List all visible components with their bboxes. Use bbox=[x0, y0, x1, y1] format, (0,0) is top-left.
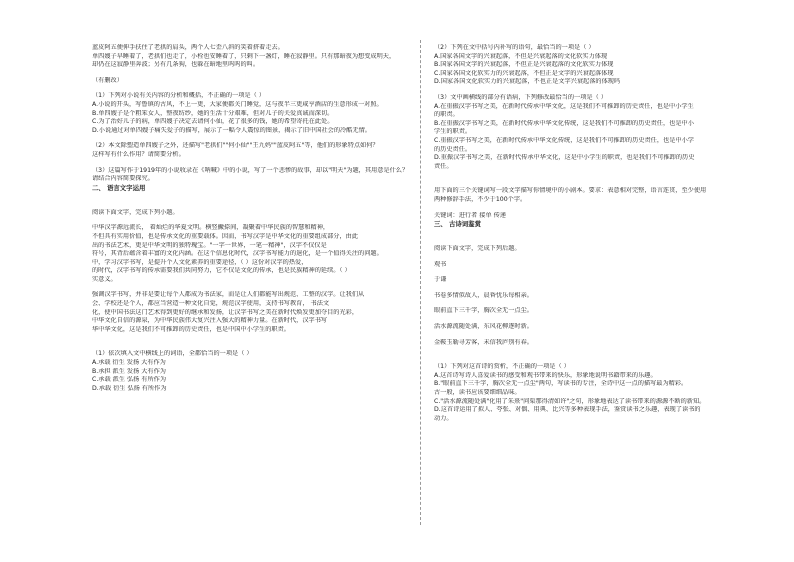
text-line: 两种修辞手法，不少于100个字。 bbox=[434, 195, 527, 203]
text-line: 单四嫂子早睡着了，老拱们也走了，小栓也安睡着了，只剩下一盏灯，睡在寂静里。只有那暗夜为想变成明天， bbox=[92, 52, 396, 60]
spacer bbox=[434, 229, 774, 245]
text-line: 阅读下面文字，完成下列后题。 bbox=[434, 245, 521, 253]
text-line: 中华文化自信的源泉，为中华民族伟大复兴注入强大的精神力量。在新时代，汉字书写 bbox=[92, 317, 328, 325]
text-line: B.在重振汉字书写之美，在新时代传承中华文化传统，这是我们不可推卸的历史责任，也是中小 bbox=[434, 119, 694, 127]
text-line: 中，学习汉字书写，是提升个人文化素养的重要途径，（ ）这份对汉字的热爱， bbox=[92, 258, 308, 266]
text-line: 金鞍玉勒寻芳客，未信我庐别有春。 bbox=[434, 338, 533, 346]
text-line: 的时代，汉字书写的传承需要我们共同努力，它不仅是文化的传承，也是民族精神的延续。（ ） bbox=[92, 267, 351, 275]
text-line: A.在重振汉字书写之美，在新时代传承中华文化，这是我们不可推卸的历史责任，也是中小学生 bbox=[434, 102, 694, 110]
text-line: （有删改） bbox=[92, 76, 123, 84]
spacer bbox=[434, 171, 774, 187]
text-line: 中华汉字源远流长， 着灿烂的华夏文明。横竖撇捺间，凝聚着中华民族的智慧和精神， bbox=[92, 224, 330, 232]
spacer bbox=[434, 254, 774, 261]
spacer bbox=[434, 205, 774, 212]
text-line: 出的书法艺术，更是中华文明的独特瑰宝。"一字一世界，一笔一精神"，汉字不仅仅是 bbox=[92, 241, 327, 249]
text-line: （3）这篇写作于1919年的小说收录在《呐喊》中的小说，写了一个悲惨的故事，却以"明天"为题，其用意是什么？ bbox=[92, 166, 409, 174]
text-line: 强调汉字书写，并非是要让每个人都成为书法家，而是让人们都能写出规范、工整的汉字。让我们从 bbox=[92, 291, 365, 299]
left-column bbox=[92, 44, 432, 393]
spacer bbox=[92, 70, 432, 77]
spacer bbox=[434, 332, 774, 339]
spacer bbox=[92, 217, 432, 224]
text-line: B.单四嫂子是个粗笨女人，整夜纺纱，她的生活十分艰难，但对儿子的关爱真诚而深切。 bbox=[92, 109, 334, 117]
text-line: 华中华文化，这是我们不可推卸的历史责任，也是中国中小学生的职责。 bbox=[92, 325, 290, 333]
text-line: 观书 bbox=[434, 260, 447, 268]
text-line: 会、学校还是个人，都应当营造一种文化自觉，规范汉字使用，支持书写教育， 书法文 bbox=[92, 300, 330, 308]
text-line: 责任。 bbox=[434, 162, 453, 170]
text-line: 书卷多情似故人，晨昏忧乐每相亲。 bbox=[434, 291, 533, 299]
spacer bbox=[434, 347, 774, 363]
spacer bbox=[92, 85, 432, 92]
spacer bbox=[434, 316, 774, 323]
text-line: （2）本文除塑造单四嫂子之外，还描写"老拱们""何小仙""王九妈""蓝皮阿五"等，他们的形象特点如何？ bbox=[92, 142, 379, 150]
text-line: 学生的职责。 bbox=[434, 128, 472, 136]
text-line: 的历史责任。 bbox=[434, 145, 472, 153]
text-line: （3）文中画横线的部分有语病，下列修改最恰当的一项是（ ） bbox=[434, 93, 607, 101]
text-line: 的职责。 bbox=[434, 111, 459, 119]
text-line: （1）依次填入文中横线上的词语，全都恰当的一项是（ ） bbox=[92, 350, 253, 358]
text-line: （2）下列在文中括号内补写的语句，最恰当的一项是（ ） bbox=[434, 44, 595, 51]
text-line: 蓝皮阿五便伸手扶住了老拱的肩头，两个人七歪八斜的笑着挤着走去。 bbox=[92, 44, 284, 51]
text-line: 实意义。 bbox=[92, 275, 117, 283]
spacer bbox=[434, 87, 774, 94]
text-line: 阅读下面文字，完成下列小题。 bbox=[92, 208, 179, 216]
text-line: 不但具有实用价值，也是传承文化的重要载体。因而，书写汉字是中华文化的重要组成部分，由此 bbox=[92, 232, 359, 240]
text-line: B.承担 派生 发扬 大有作为 bbox=[92, 367, 166, 375]
spacer bbox=[434, 269, 774, 276]
text-line: 活水源流随处满，东风花柳逐时新。 bbox=[434, 323, 533, 331]
text-line: A.承载 衍生 发扬 大有作为 bbox=[92, 359, 166, 367]
spacer bbox=[92, 135, 432, 142]
text-line: 这样写有什么作用？请简要分析。 bbox=[92, 150, 185, 158]
text-line: D.国家各国文化软实力的兴衰起落，不也正是文字兴衰起落的体现吗 bbox=[434, 78, 621, 86]
spacer bbox=[434, 300, 774, 307]
text-line: D.小说通过对单四嫂子痛失爱子的描写，展示了一幅令人震惊的图景，揭示了旧中国社会的冷酷无情。 bbox=[92, 126, 371, 134]
text-line: A.这首诗写诗人喜爱读书的感受和观书带来的快乐，形象地说明书籍带来的乐趣。 bbox=[434, 371, 657, 379]
text-line: 符号，其背后蕴含着丰富的文化内涵。在这个信息化时代，汉字书写能力的退化，是一个值得关注的问题。 bbox=[92, 250, 383, 258]
right-column bbox=[434, 44, 774, 423]
text-line: 古一般，读书应该要细细品味。 bbox=[434, 389, 521, 397]
column-divider bbox=[420, 40, 421, 525]
text-line: D.这首诗运用了拟人、夸张、对偶、用典、比兴等多种表现手法，鉴赏读书之乐趣，表现了读书的 bbox=[434, 406, 701, 414]
text-line: C.承载 派生 弘扬 有所作为 bbox=[92, 376, 167, 384]
text-line: 动力。 bbox=[434, 414, 453, 422]
text-line: 却仍在这寂静里奔波；另有几条狗，也躲在暗地里呜呜的叫。 bbox=[92, 61, 260, 69]
text-line: 关键词：进行者 接单 传递 bbox=[434, 211, 506, 219]
text-line: B."眼前直下三千字，胸次全无一点尘"两句，写读书的专注，全诗中这一点的描写最为精彩。 bbox=[434, 380, 688, 388]
text-line: 请结合内容简要探究。 bbox=[92, 175, 154, 183]
text-line: C.国家各国文化软实力的兴衰起落，不但正是文字的兴衰起落体现 bbox=[434, 69, 614, 77]
text-line: C.重振汉字书写之美，在新时代传承中华文化传统，这是我们不可推卸的历史责任，也是中小学 bbox=[434, 136, 694, 144]
text-line: A.国家各国文字的兴衰起落，不但是兴衰起落的文化软实力体现 bbox=[434, 52, 608, 60]
spacer bbox=[92, 160, 432, 167]
text-line: C.为了治好儿子的病，单四嫂子决定去请何小仙，花了很多的钱，她的希望寄托在此处。 bbox=[92, 118, 334, 126]
spacer bbox=[92, 193, 432, 209]
spacer bbox=[434, 285, 774, 292]
section-heading: 二、 语言文字运用 bbox=[92, 183, 146, 192]
spacer bbox=[92, 334, 432, 350]
spacer bbox=[92, 284, 432, 291]
text-line: 眼前直下三千字，胸次全无一点尘。 bbox=[434, 307, 533, 315]
text-line: D.重振汉字书写之美，在新时代传承中华文化，这是中小学生的职责，也是我们不可推卸的历史 bbox=[434, 154, 695, 162]
section-heading: 三、 古诗词鉴赏 bbox=[434, 220, 481, 229]
text-line: （1）下列对这首诗的赏析，不正确的一项是（ ） bbox=[434, 363, 570, 371]
text-line: （1）下列对小说有关内容的分析和概括，不正确的一项是（ ） bbox=[92, 92, 265, 100]
text-line: D.承载 衍生 弘扬 有所作为 bbox=[92, 384, 167, 392]
text-line: 于谦 bbox=[434, 276, 447, 284]
text-line: B.国家各国文字的兴衰起落，不但正是兴衰起落的文化软实力体现 bbox=[434, 61, 614, 69]
text-line: 化，使中国书法这门艺术得到更好的继承和发扬，让汉字书写之美在新时代焕发更加夺目的光彩， bbox=[92, 308, 359, 316]
text-line: 用下面的三个关键词写一段文字描写你情境中的小剧本。要求：表意相对完整，语言连贯，至少使用 bbox=[434, 187, 707, 195]
text-line: A.小说的开头，写鲁镇的古风，不上一更，大家便都关门睡觉，这与夜半三更咸亨酒店的生意形成一对照。 bbox=[92, 100, 383, 108]
text-line: C."活水源流随处满"化用了朱熹"问渠那得清如许"之句，形象地表达了读书带来的源源不断的新知。 bbox=[434, 397, 706, 405]
